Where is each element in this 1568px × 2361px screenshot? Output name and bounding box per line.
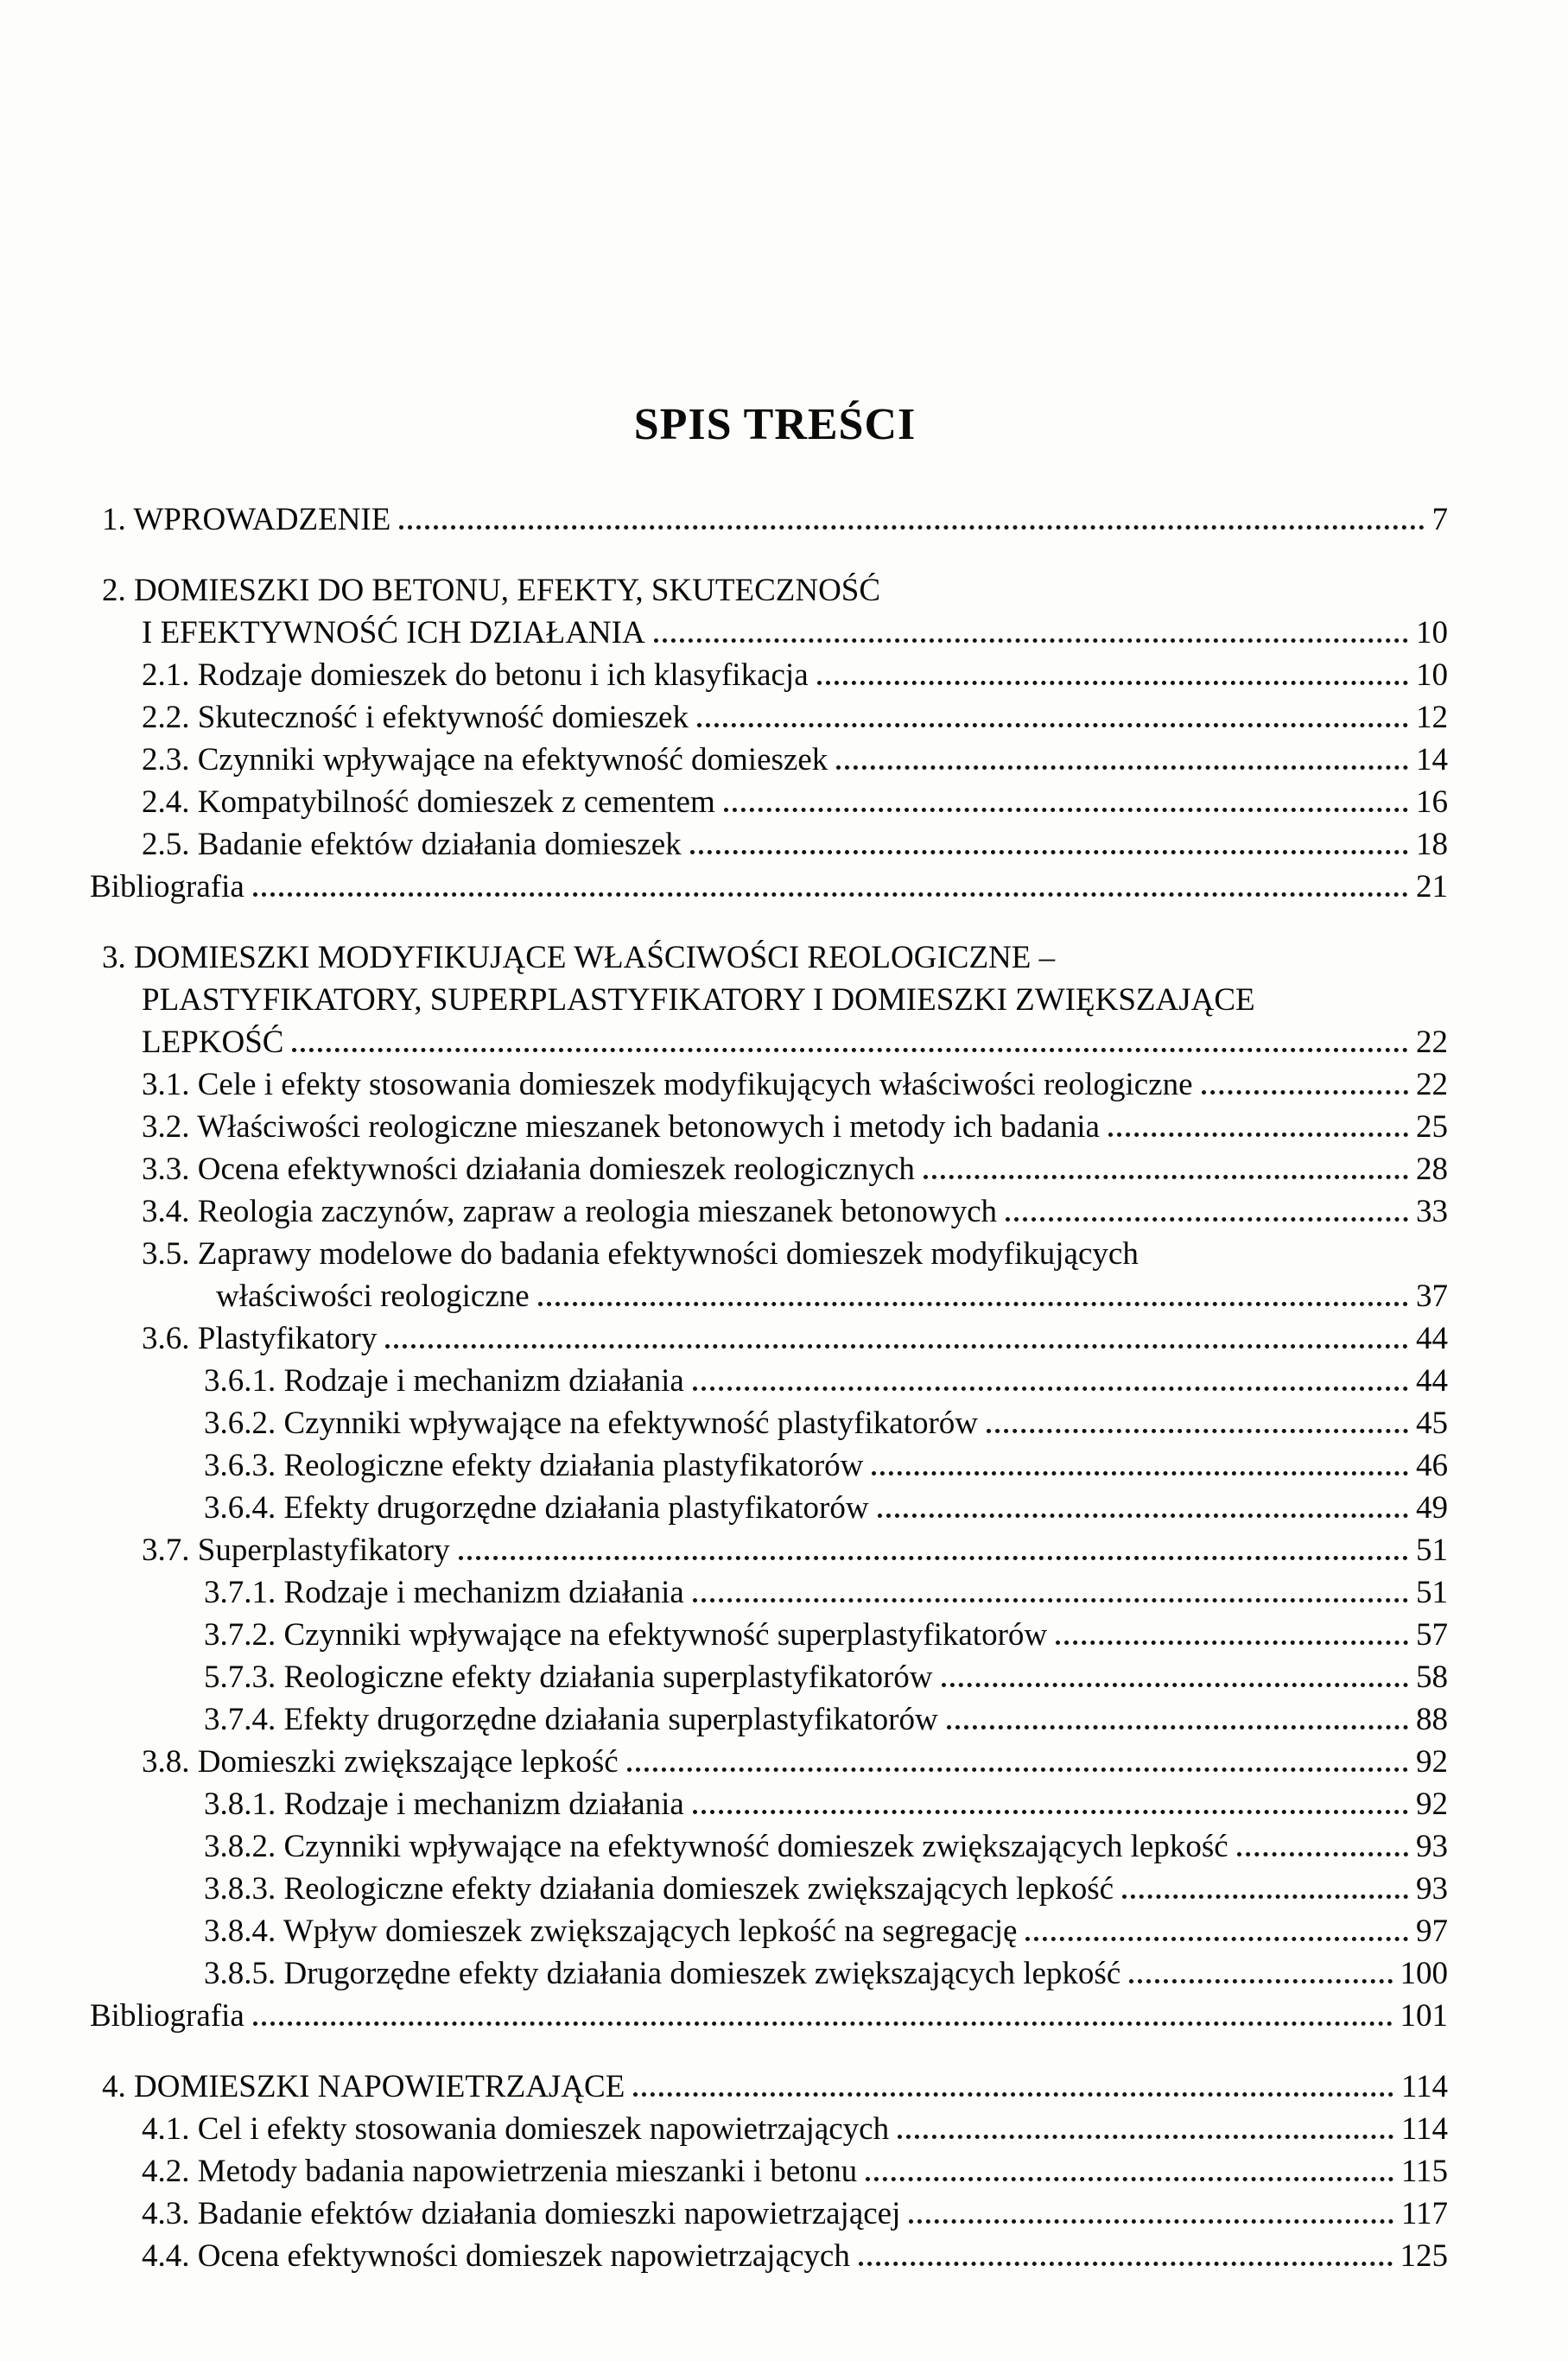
toc-page-number: 12: [1416, 700, 1448, 735]
toc-entry-text: Bibliografia: [90, 1998, 244, 2034]
dot-leader: [947, 1725, 1408, 1729]
toc-entry: [142, 696, 1448, 739]
dot-leader: [385, 1344, 1408, 1349]
toc-page-number: 10: [1416, 615, 1448, 651]
toc-page-number: 125: [1400, 2238, 1448, 2274]
dot-leader: [987, 1429, 1408, 1433]
toc-entry: [102, 569, 1448, 612]
toc-page-number: 117: [1400, 2196, 1448, 2231]
toc-entry-text: 2. DOMIESZKI DO BETONU, EFEKTY, SKUTECZNOŚĆ: [102, 573, 881, 608]
toc-page-number: 58: [1416, 1660, 1448, 1695]
toc-page-number: 44: [1416, 1363, 1448, 1399]
toc-entry-text: 3.7.4. Efekty drugorzędne działania superplastyfikatorów: [204, 1702, 938, 1737]
dot-leader: [399, 525, 1424, 530]
dot-leader: [1129, 1979, 1392, 1983]
toc-entry: [142, 1190, 1448, 1233]
toc-page-number: 97: [1416, 1914, 1448, 1949]
toc-entry-text: 4.3. Badanie efektów działania domieszki napowietrzającej: [142, 2196, 901, 2231]
toc-entry-text: 3.8.5. Drugorzędne efekty działania domieszek zwiększających lepkość: [204, 1956, 1121, 1991]
toc-entry: [142, 1106, 1448, 1148]
toc-entry: [142, 781, 1448, 823]
toc-entry: [204, 1868, 1448, 1910]
dot-leader: [693, 1387, 1408, 1391]
toc-page-number: 18: [1416, 827, 1448, 862]
dot-leader: [690, 850, 1408, 854]
toc-entry: [204, 1783, 1448, 1825]
toc-entry-text: 4.1. Cel i efekty stosowania domieszek napowietrzających: [142, 2111, 890, 2147]
dot-leader: [253, 2021, 1393, 2026]
toc-page-number: 21: [1416, 869, 1448, 904]
dot-leader: [1122, 1895, 1408, 1899]
toc-entry-text: 3.6.3. Reologiczne efekty działania plastyfikatorów: [204, 1448, 864, 1483]
dot-leader: [836, 765, 1408, 770]
toc-entry-text: 3.7. Superplastyfikatory: [142, 1533, 450, 1568]
dot-leader: [872, 1471, 1408, 1476]
dot-leader: [909, 2219, 1393, 2224]
toc-entry: [204, 1952, 1448, 1995]
toc-entry-text: 2.5. Badanie efektów działania domieszek: [142, 827, 682, 862]
toc-entry-text: 4.2. Metody badania napowietrzenia mieszanki i betonu: [142, 2154, 858, 2189]
toc-entry-text: Bibliografia: [90, 869, 244, 904]
dot-leader: [253, 892, 1408, 897]
toc-page-number: 100: [1400, 1956, 1448, 1991]
toc-entry: [216, 1275, 1448, 1317]
dot-leader: [627, 1768, 1408, 1772]
toc-entry-text: PLASTYFIKATORY, SUPERPLASTYFIKATORY I DOMIESZKI ZWIĘKSZAJĄCE: [142, 982, 1255, 1018]
toc-entry-text: 4. DOMIESZKI NAPOWIETRZAJĄCE: [102, 2069, 625, 2104]
toc-entry: [142, 1529, 1448, 1571]
toc-entry-text: 3.4. Reologia zaczynów, zapraw a reologia mieszanek betonowych: [142, 1194, 998, 1229]
toc-entry-text: właściwości reologiczne: [216, 1279, 530, 1314]
dot-leader: [697, 723, 1408, 727]
dot-leader: [1006, 1217, 1408, 1222]
page-title: SPIS TREŚCI: [633, 400, 917, 449]
toc-entry: [204, 1444, 1448, 1487]
toc-entry: [142, 1021, 1448, 1063]
toc-page-number: 92: [1416, 1744, 1448, 1780]
dot-leader: [1237, 1852, 1408, 1856]
toc-entry: [204, 1656, 1448, 1698]
toc-entry: [142, 2150, 1448, 2193]
toc-entry-text: 2.2. Skuteczność i efektywność domieszek: [142, 700, 689, 735]
toc-page-number: 22: [1416, 1025, 1448, 1060]
toc-entry-text: 2.4. Kompatybilność domieszek z cementem: [142, 784, 715, 820]
toc-page-number: 22: [1416, 1067, 1448, 1102]
toc-entry: [90, 1995, 1448, 2037]
toc-page-number: 51: [1416, 1575, 1448, 1610]
toc-page-number: 93: [1416, 1871, 1448, 1907]
toc-entry: [204, 1487, 1448, 1529]
toc-page-number: 57: [1416, 1617, 1448, 1653]
toc-entry-text: 3.6.4. Efekty drugorzędne działania plastyfikatorów: [204, 1490, 869, 1526]
toc-entry-text: 3.8. Domieszki zwiększające lepkość: [142, 1744, 619, 1780]
toc-entry: [204, 1825, 1448, 1868]
toc-entry-text: I EFEKTYWNOŚĆ ICH DZIAŁANIA: [142, 615, 645, 651]
toc-entry-text: 2.3. Czynniki wpływające na efektywność domieszek: [142, 742, 828, 777]
dot-leader: [1108, 1133, 1408, 1137]
dot-leader: [1202, 1090, 1408, 1095]
dot-leader: [459, 1556, 1408, 1560]
toc-entry-text: 2.1. Rodzaje domieszek do betonu i ich klasyfikacja: [142, 657, 809, 693]
toc-entry: [142, 612, 1448, 654]
toc-page-number: 92: [1416, 1787, 1448, 1822]
toc-entry: [102, 2066, 1448, 2108]
toc-entry-text: 3.8.4. Wpływ domieszek zwiększających lepkość na segregację: [204, 1914, 1018, 1949]
dot-leader: [817, 681, 1408, 685]
toc-page-number: 88: [1416, 1702, 1448, 1737]
toc-entry: [142, 654, 1448, 696]
toc-page-number: 37: [1416, 1279, 1448, 1314]
dot-leader: [693, 1598, 1408, 1603]
toc-page-number: 28: [1416, 1152, 1448, 1187]
table-of-contents: [90, 498, 1448, 2277]
toc-page-number: 115: [1400, 2154, 1448, 2189]
toc-entry: [142, 1741, 1448, 1783]
dot-leader: [654, 638, 1408, 643]
toc-entry-text: 3.5. Zaprawy modelowe do badania efektywności domieszek modyfikujących: [142, 1236, 1139, 1272]
toc-entry-text: 1. WPROWADZENIE: [102, 502, 391, 537]
dot-leader: [633, 2092, 1393, 2097]
toc-entry-text: 5.7.3. Reologiczne efekty działania superplastyfikatorów: [204, 1660, 933, 1695]
toc-page-number: 25: [1416, 1109, 1448, 1145]
toc-entry-text: 3.7.1. Rodzaje i mechanizm działania: [204, 1575, 684, 1610]
toc-entry: [90, 866, 1448, 908]
toc-entry: [204, 1360, 1448, 1402]
dot-leader: [1025, 1937, 1408, 1941]
toc-entry: [142, 1148, 1448, 1190]
toc-page-number: 33: [1416, 1194, 1448, 1229]
toc-entry-text: LEPKOŚĆ: [142, 1025, 284, 1060]
toc-page-number: 16: [1416, 784, 1448, 820]
toc-entry-text: 3.8.2. Czynniki wpływające na efektywność domieszek zwiększających lepkość: [204, 1829, 1228, 1864]
dot-leader: [898, 2135, 1393, 2139]
toc-entry: [142, 823, 1448, 866]
toc-entry-text: 3.8.3. Reologiczne efekty działania domieszek zwiększających lepkość: [204, 1871, 1114, 1907]
dot-leader: [924, 1175, 1408, 1179]
toc-entry-text: 3.3. Ocena efektywności działania domieszek reologicznych: [142, 1152, 915, 1187]
toc-entry-text: 3.6.2. Czynniki wpływające na efektywność plastyfikatorów: [204, 1406, 978, 1441]
dot-leader: [1056, 1641, 1408, 1645]
toc-entry-text: 3.1. Cele i efekty stosowania domieszek modyfikujących właściwości reologiczne: [142, 1067, 1193, 1102]
toc-entry-text: 4.4. Ocena efektywności domieszek napowietrzających: [142, 2238, 850, 2274]
toc-entry: [204, 1614, 1448, 1656]
toc-entry: [142, 1063, 1448, 1106]
dot-leader: [878, 1514, 1408, 1518]
toc-page-number: 45: [1416, 1406, 1448, 1441]
dot-leader: [724, 808, 1408, 812]
toc-entry: [204, 1698, 1448, 1741]
toc-entry-text: 3.6. Plastyfikatory: [142, 1321, 378, 1356]
toc-page-number: 10: [1416, 657, 1448, 693]
toc-entry: [204, 1910, 1448, 1952]
toc-page-number: 44: [1416, 1321, 1448, 1356]
dot-leader: [292, 1048, 1408, 1052]
toc-entry: [142, 2108, 1448, 2150]
toc-entry: [142, 979, 1448, 1021]
toc-entry-text: 3.6.1. Rodzaje i mechanizm działania: [204, 1363, 684, 1399]
toc-entry-text: 3.7.2. Czynniki wpływające na efektywność superplastyfikatorów: [204, 1617, 1048, 1653]
toc-page-number: 114: [1400, 2111, 1448, 2147]
toc-entry: [142, 2193, 1448, 2235]
toc-page-number: 93: [1416, 1829, 1448, 1864]
dot-leader: [859, 2262, 1393, 2266]
toc-entry-text: 3. DOMIESZKI MODYFIKUJĄCE WŁAŚCIWOŚCI REOLOGICZNE –: [102, 940, 1056, 975]
dot-leader: [538, 1302, 1408, 1306]
toc-entry-text: 3.8.1. Rodzaje i mechanizm działania: [204, 1787, 684, 1822]
toc-page-number: 46: [1416, 1448, 1448, 1483]
toc-entry: [142, 739, 1448, 781]
toc-entry: [142, 2235, 1448, 2277]
toc-entry: [102, 936, 1448, 979]
toc-page-number: 101: [1400, 1998, 1448, 2034]
toc-page-number: 114: [1400, 2069, 1448, 2104]
toc-page-number: 51: [1416, 1533, 1448, 1568]
toc-entry-text: 3.2. Właściwości reologiczne mieszanek betonowych i metody ich badania: [142, 1109, 1100, 1145]
toc-page-number: 49: [1416, 1490, 1448, 1526]
toc-entry: [204, 1402, 1448, 1444]
toc-page-number: 14: [1416, 742, 1448, 777]
toc-entry: [204, 1571, 1448, 1614]
toc-entry: [142, 1233, 1448, 1275]
dot-leader: [942, 1683, 1408, 1687]
toc-page-number: 7: [1432, 502, 1448, 537]
dot-leader: [693, 1810, 1408, 1814]
dot-leader: [866, 2177, 1393, 2181]
toc-entry: [142, 1317, 1448, 1360]
toc-entry: [102, 498, 1448, 541]
